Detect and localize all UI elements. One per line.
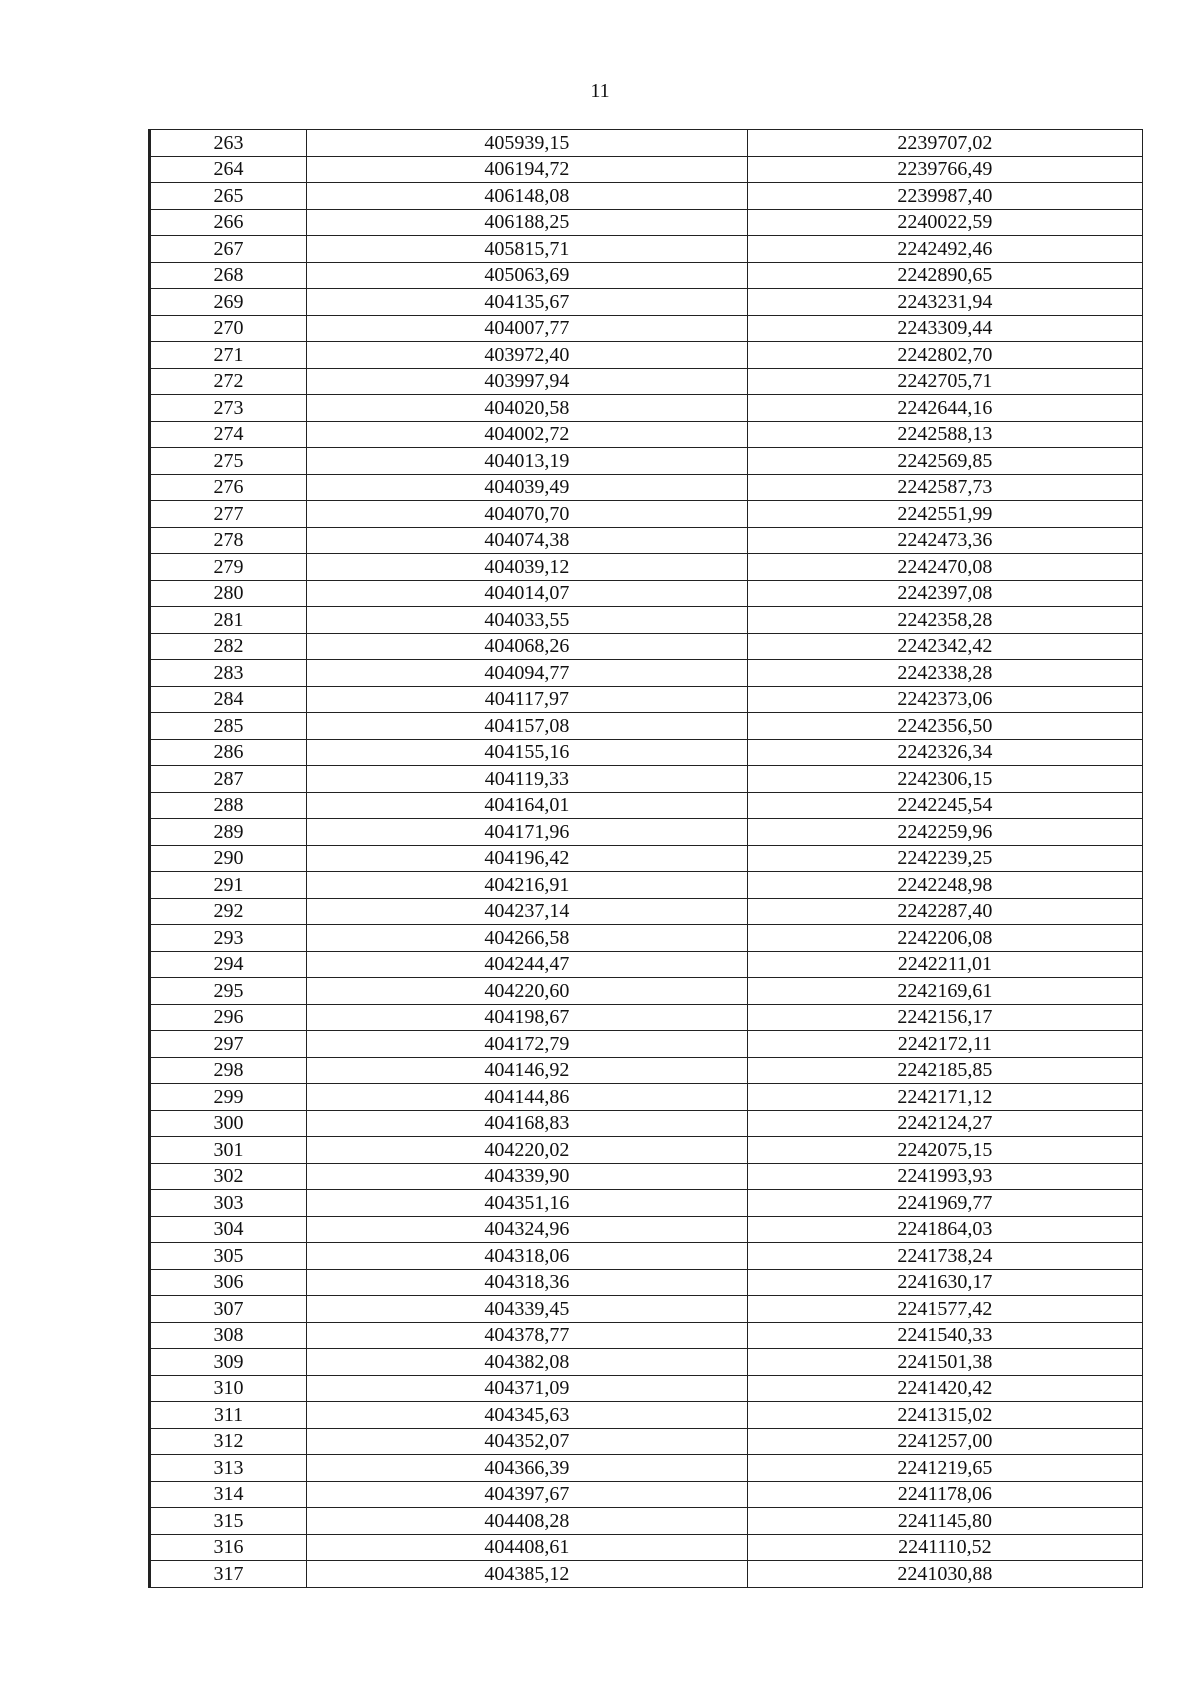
y-coordinate-cell: 2242239,25 — [747, 845, 1142, 872]
x-coordinate-cell: 404318,06 — [306, 1243, 747, 1270]
x-coordinate-cell: 404397,67 — [306, 1481, 747, 1508]
table-row — [150, 1163, 1143, 1190]
x-coordinate-cell: 404220,60 — [306, 978, 747, 1005]
point-number-cell: 268 — [150, 262, 307, 289]
y-coordinate-cell: 2242356,50 — [747, 713, 1142, 740]
point-number-cell: 266 — [150, 209, 307, 236]
point-number-cell: 286 — [150, 739, 307, 766]
x-coordinate-cell: 404378,77 — [306, 1322, 747, 1349]
table-row — [150, 1057, 1143, 1084]
y-coordinate-cell: 2242587,73 — [747, 474, 1142, 501]
point-number-cell: 295 — [150, 978, 307, 1005]
table-row — [150, 554, 1143, 581]
table-row — [150, 1243, 1143, 1270]
x-coordinate-cell: 404171,96 — [306, 819, 747, 846]
y-coordinate-cell: 2241993,93 — [747, 1163, 1142, 1190]
y-coordinate-cell: 2242248,98 — [747, 872, 1142, 899]
page-number: 11 — [590, 80, 610, 102]
x-coordinate-cell: 404144,86 — [306, 1084, 747, 1111]
table-row — [150, 1269, 1143, 1296]
table-row — [150, 845, 1143, 872]
y-coordinate-cell: 2242169,61 — [747, 978, 1142, 1005]
x-coordinate-cell: 404033,55 — [306, 607, 747, 634]
point-number-cell: 314 — [150, 1481, 307, 1508]
point-number-cell: 305 — [150, 1243, 307, 1270]
y-coordinate-cell: 2241420,42 — [747, 1375, 1142, 1402]
x-coordinate-cell: 404070,70 — [306, 501, 747, 528]
coordinates-table — [148, 129, 1143, 1588]
point-number-cell: 316 — [150, 1534, 307, 1561]
x-coordinate-cell: 404146,92 — [306, 1057, 747, 1084]
x-coordinate-cell: 406188,25 — [306, 209, 747, 236]
point-number-cell: 269 — [150, 289, 307, 316]
x-coordinate-cell: 404164,01 — [306, 792, 747, 819]
y-coordinate-cell: 2241178,06 — [747, 1481, 1142, 1508]
point-number-cell: 297 — [150, 1031, 307, 1058]
x-coordinate-cell: 404013,19 — [306, 448, 747, 475]
y-coordinate-cell: 2241501,38 — [747, 1349, 1142, 1376]
point-number-cell: 307 — [150, 1296, 307, 1323]
x-coordinate-cell: 404371,09 — [306, 1375, 747, 1402]
point-number-cell: 303 — [150, 1190, 307, 1217]
y-coordinate-cell: 2239766,49 — [747, 156, 1142, 183]
y-coordinate-cell: 2242259,96 — [747, 819, 1142, 846]
point-number-cell: 265 — [150, 183, 307, 210]
y-coordinate-cell: 2242492,46 — [747, 236, 1142, 263]
point-number-cell: 311 — [150, 1402, 307, 1429]
table-row — [150, 1031, 1143, 1058]
table-row — [150, 1190, 1143, 1217]
table-row — [150, 792, 1143, 819]
table-row — [150, 1455, 1143, 1482]
y-coordinate-cell: 2242358,28 — [747, 607, 1142, 634]
y-coordinate-cell: 2243231,94 — [747, 289, 1142, 316]
point-number-cell: 281 — [150, 607, 307, 634]
table-row — [150, 1004, 1143, 1031]
table-row — [150, 1084, 1143, 1111]
table-row — [150, 925, 1143, 952]
point-number-cell: 271 — [150, 342, 307, 369]
point-number-cell: 282 — [150, 633, 307, 660]
x-coordinate-cell: 404220,02 — [306, 1137, 747, 1164]
y-coordinate-cell: 2243309,44 — [747, 315, 1142, 342]
table-row — [150, 686, 1143, 713]
x-coordinate-cell: 405939,15 — [306, 130, 747, 157]
x-coordinate-cell: 404345,63 — [306, 1402, 747, 1429]
y-coordinate-cell: 2242551,99 — [747, 501, 1142, 528]
y-coordinate-cell: 2242705,71 — [747, 368, 1142, 395]
point-number-cell: 300 — [150, 1110, 307, 1137]
x-coordinate-cell: 404408,28 — [306, 1508, 747, 1535]
table-row — [150, 1508, 1143, 1535]
x-coordinate-cell: 403972,40 — [306, 342, 747, 369]
y-coordinate-cell: 2242470,08 — [747, 554, 1142, 581]
y-coordinate-cell: 2242206,08 — [747, 925, 1142, 952]
x-coordinate-cell: 404339,90 — [306, 1163, 747, 1190]
table-row — [150, 236, 1143, 263]
table-row — [150, 898, 1143, 925]
y-coordinate-cell: 2242802,70 — [747, 342, 1142, 369]
y-coordinate-cell: 2242172,11 — [747, 1031, 1142, 1058]
y-coordinate-cell: 2242124,27 — [747, 1110, 1142, 1137]
y-coordinate-cell: 2242338,28 — [747, 660, 1142, 687]
table-row — [150, 766, 1143, 793]
x-coordinate-cell: 406194,72 — [306, 156, 747, 183]
point-number-cell: 302 — [150, 1163, 307, 1190]
table-row — [150, 1402, 1143, 1429]
table-row — [150, 130, 1143, 157]
y-coordinate-cell: 2242245,54 — [747, 792, 1142, 819]
table-row — [150, 395, 1143, 422]
x-coordinate-cell: 404244,47 — [306, 951, 747, 978]
x-coordinate-cell: 404382,08 — [306, 1349, 747, 1376]
point-number-cell: 272 — [150, 368, 307, 395]
table-row — [150, 1349, 1143, 1376]
x-coordinate-cell: 404155,16 — [306, 739, 747, 766]
table-row — [150, 262, 1143, 289]
x-coordinate-cell: 405063,69 — [306, 262, 747, 289]
point-number-cell: 309 — [150, 1349, 307, 1376]
x-coordinate-cell: 404094,77 — [306, 660, 747, 687]
x-coordinate-cell: 404039,12 — [306, 554, 747, 581]
table-row — [150, 1322, 1143, 1349]
table-row — [150, 448, 1143, 475]
x-coordinate-cell: 404068,26 — [306, 633, 747, 660]
point-number-cell: 313 — [150, 1455, 307, 1482]
y-coordinate-cell: 2242075,15 — [747, 1137, 1142, 1164]
y-coordinate-cell: 2242287,40 — [747, 898, 1142, 925]
table-row — [150, 501, 1143, 528]
x-coordinate-cell: 404117,97 — [306, 686, 747, 713]
point-number-cell: 312 — [150, 1428, 307, 1455]
table-row — [150, 872, 1143, 899]
point-number-cell: 294 — [150, 951, 307, 978]
x-coordinate-cell: 404198,67 — [306, 1004, 747, 1031]
point-number-cell: 285 — [150, 713, 307, 740]
x-coordinate-cell: 404172,79 — [306, 1031, 747, 1058]
y-coordinate-cell: 2241219,65 — [747, 1455, 1142, 1482]
point-number-cell: 315 — [150, 1508, 307, 1535]
x-coordinate-cell: 404039,49 — [306, 474, 747, 501]
point-number-cell: 296 — [150, 1004, 307, 1031]
x-coordinate-cell: 404020,58 — [306, 395, 747, 422]
point-number-cell: 298 — [150, 1057, 307, 1084]
point-number-cell: 301 — [150, 1137, 307, 1164]
table-row — [150, 819, 1143, 846]
point-number-cell: 270 — [150, 315, 307, 342]
table-row — [150, 978, 1143, 1005]
y-coordinate-cell: 2241577,42 — [747, 1296, 1142, 1323]
point-number-cell: 284 — [150, 686, 307, 713]
point-number-cell: 288 — [150, 792, 307, 819]
table-row — [150, 368, 1143, 395]
x-coordinate-cell: 404318,36 — [306, 1269, 747, 1296]
coordinates-table-container — [148, 129, 1143, 1588]
y-coordinate-cell: 2241257,00 — [747, 1428, 1142, 1455]
y-coordinate-cell: 2241738,24 — [747, 1243, 1142, 1270]
x-coordinate-cell: 404119,33 — [306, 766, 747, 793]
table-row — [150, 1428, 1143, 1455]
x-coordinate-cell: 404074,38 — [306, 527, 747, 554]
point-number-cell: 278 — [150, 527, 307, 554]
y-coordinate-cell: 2239707,02 — [747, 130, 1142, 157]
x-coordinate-cell: 405815,71 — [306, 236, 747, 263]
x-coordinate-cell: 404408,61 — [306, 1534, 747, 1561]
table-row — [150, 209, 1143, 236]
point-number-cell: 289 — [150, 819, 307, 846]
table-row — [150, 315, 1143, 342]
point-number-cell: 291 — [150, 872, 307, 899]
x-coordinate-cell: 404366,39 — [306, 1455, 747, 1482]
table-row — [150, 580, 1143, 607]
x-coordinate-cell: 404339,45 — [306, 1296, 747, 1323]
x-coordinate-cell: 404135,67 — [306, 289, 747, 316]
y-coordinate-cell: 2241864,03 — [747, 1216, 1142, 1243]
table-row — [150, 660, 1143, 687]
y-coordinate-cell: 2242306,15 — [747, 766, 1142, 793]
point-number-cell: 310 — [150, 1375, 307, 1402]
point-number-cell: 292 — [150, 898, 307, 925]
point-number-cell: 287 — [150, 766, 307, 793]
point-number-cell: 306 — [150, 1269, 307, 1296]
point-number-cell: 279 — [150, 554, 307, 581]
x-coordinate-cell: 404266,58 — [306, 925, 747, 952]
y-coordinate-cell: 2239987,40 — [747, 183, 1142, 210]
point-number-cell: 263 — [150, 130, 307, 157]
x-coordinate-cell: 404385,12 — [306, 1561, 747, 1588]
y-coordinate-cell: 2242156,17 — [747, 1004, 1142, 1031]
table-row — [150, 1561, 1143, 1588]
table-row — [150, 421, 1143, 448]
point-number-cell: 304 — [150, 1216, 307, 1243]
x-coordinate-cell: 404002,72 — [306, 421, 747, 448]
y-coordinate-cell: 2241630,17 — [747, 1269, 1142, 1296]
y-coordinate-cell: 2242211,01 — [747, 951, 1142, 978]
y-coordinate-cell: 2242588,13 — [747, 421, 1142, 448]
point-number-cell: 267 — [150, 236, 307, 263]
y-coordinate-cell: 2242644,16 — [747, 395, 1142, 422]
x-coordinate-cell: 404352,07 — [306, 1428, 747, 1455]
x-coordinate-cell: 404007,77 — [306, 315, 747, 342]
point-number-cell: 299 — [150, 1084, 307, 1111]
table-row — [150, 289, 1143, 316]
table-row — [150, 951, 1143, 978]
x-coordinate-cell: 404168,83 — [306, 1110, 747, 1137]
table-row — [150, 1534, 1143, 1561]
y-coordinate-cell: 2241030,88 — [747, 1561, 1142, 1588]
x-coordinate-cell: 404157,08 — [306, 713, 747, 740]
y-coordinate-cell: 2241145,80 — [747, 1508, 1142, 1535]
y-coordinate-cell: 2240022,59 — [747, 209, 1142, 236]
point-number-cell: 275 — [150, 448, 307, 475]
coordinates-table-body — [150, 130, 1143, 1588]
y-coordinate-cell: 2242890,65 — [747, 262, 1142, 289]
table-row — [150, 1110, 1143, 1137]
table-row — [150, 156, 1143, 183]
x-coordinate-cell: 404237,14 — [306, 898, 747, 925]
table-row — [150, 607, 1143, 634]
y-coordinate-cell: 2241315,02 — [747, 1402, 1142, 1429]
table-row — [150, 342, 1143, 369]
point-number-cell: 264 — [150, 156, 307, 183]
table-row — [150, 183, 1143, 210]
y-coordinate-cell: 2242342,42 — [747, 633, 1142, 660]
table-row — [150, 474, 1143, 501]
x-coordinate-cell: 404014,07 — [306, 580, 747, 607]
y-coordinate-cell: 2241540,33 — [747, 1322, 1142, 1349]
y-coordinate-cell: 2242373,06 — [747, 686, 1142, 713]
table-row — [150, 739, 1143, 766]
table-row — [150, 1481, 1143, 1508]
y-coordinate-cell: 2242185,85 — [747, 1057, 1142, 1084]
x-coordinate-cell: 404216,91 — [306, 872, 747, 899]
y-coordinate-cell: 2242397,08 — [747, 580, 1142, 607]
y-coordinate-cell: 2242326,34 — [747, 739, 1142, 766]
x-coordinate-cell: 404351,16 — [306, 1190, 747, 1217]
point-number-cell: 293 — [150, 925, 307, 952]
table-row — [150, 1137, 1143, 1164]
point-number-cell: 277 — [150, 501, 307, 528]
x-coordinate-cell: 404196,42 — [306, 845, 747, 872]
point-number-cell: 308 — [150, 1322, 307, 1349]
table-row — [150, 1216, 1143, 1243]
point-number-cell: 290 — [150, 845, 307, 872]
y-coordinate-cell: 2242569,85 — [747, 448, 1142, 475]
x-coordinate-cell: 404324,96 — [306, 1216, 747, 1243]
y-coordinate-cell: 2241969,77 — [747, 1190, 1142, 1217]
table-row — [150, 1296, 1143, 1323]
table-row — [150, 1375, 1143, 1402]
x-coordinate-cell: 403997,94 — [306, 368, 747, 395]
point-number-cell: 273 — [150, 395, 307, 422]
point-number-cell: 274 — [150, 421, 307, 448]
y-coordinate-cell: 2242473,36 — [747, 527, 1142, 554]
point-number-cell: 283 — [150, 660, 307, 687]
point-number-cell: 317 — [150, 1561, 307, 1588]
y-coordinate-cell: 2242171,12 — [747, 1084, 1142, 1111]
y-coordinate-cell: 2241110,52 — [747, 1534, 1142, 1561]
x-coordinate-cell: 406148,08 — [306, 183, 747, 210]
table-row — [150, 633, 1143, 660]
point-number-cell: 280 — [150, 580, 307, 607]
point-number-cell: 276 — [150, 474, 307, 501]
table-row — [150, 527, 1143, 554]
table-row — [150, 713, 1143, 740]
